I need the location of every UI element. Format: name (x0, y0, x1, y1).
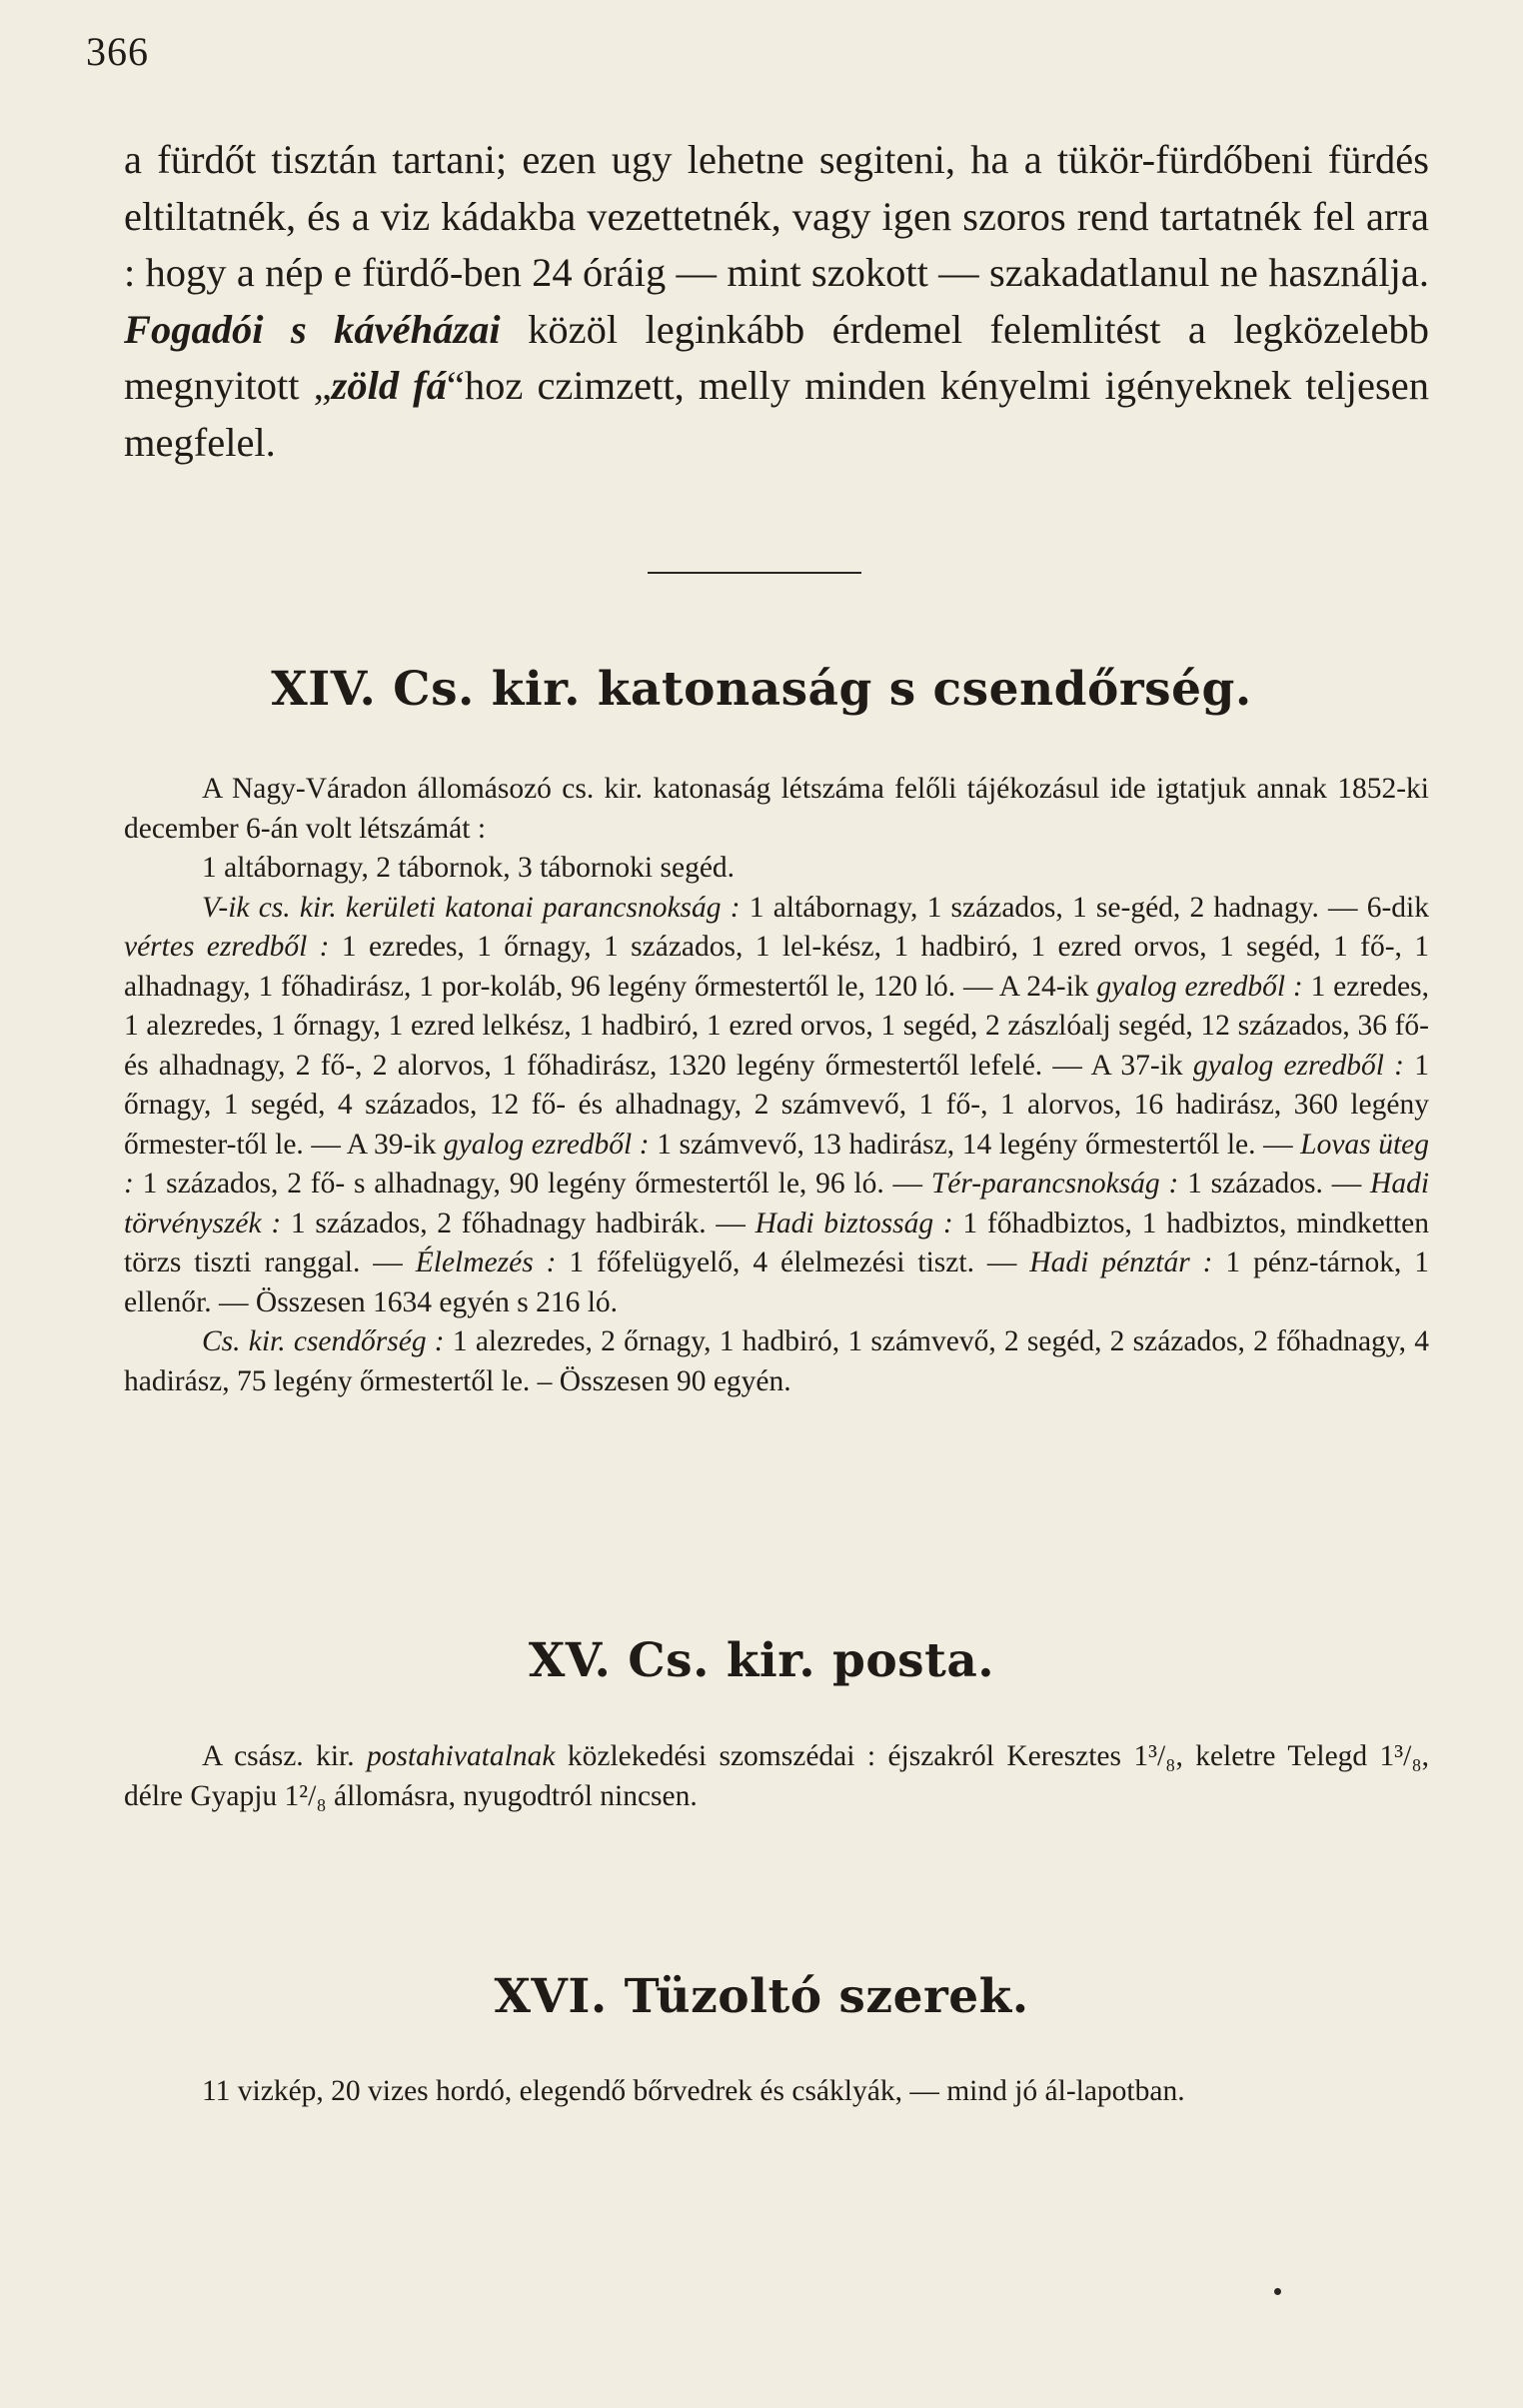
section-heading-xvi: XVI. Tüzoltó szerek. (494, 1969, 1029, 2024)
section-body-xiv (124, 770, 1429, 1401)
italic-run: Hadi biztosság : (755, 1206, 953, 1239)
intro-italic-a: Fogadói s kávéházai (124, 306, 501, 352)
print-dot (1274, 2288, 1281, 2295)
text-run: 1 százados. — (1178, 1168, 1371, 1200)
text-run: 1 ezredes, 1 őrnagy, 1 százados, 1 lel-kész, 1 hadbiró, 1 ezred orvos, 1 segéd, 1 fő-, 1 alhadnagy, 1 főhadirász, 1 por-koláb, 96 legény őrmestertől le, 120 ló. — A 24-ik (124, 931, 1430, 1003)
text-run: 1 pénz-tárnok, 1 ellenőr. — Összesen 1634 egyén s 216 ló. (124, 1246, 1430, 1318)
paragraph (124, 1322, 1429, 1401)
text-run: 1 főhadbiztos, 1 hadbiztos, mindketten törzs tiszti ranggal. — (124, 1206, 1429, 1278)
section-body-xvi (124, 2072, 1429, 2112)
italic-run: Hadi pénztár : (1029, 1246, 1213, 1278)
text-run: A csász. kir. (202, 1740, 367, 1772)
intro-text-c: “hoz czimzett, melly minden kényelmi igényeknek teljesen megfelel. (124, 363, 1429, 465)
italic-run: Lovas üteg : (124, 1128, 1429, 1200)
text-run: 1 főfelügyelő, 4 élelmezési tiszt. — (556, 1246, 1030, 1278)
paragraph (124, 889, 1429, 1323)
text-run: 1 őrnagy, 1 segéd, 4 százados, 12 fő- és alhadnagy, 2 számvevő, 1 fő-, 1 alorvos, 16 hadirász, 360 legény őrmester-től le. — A 39-ik (124, 1049, 1429, 1161)
italic-run: Cs. kir. csendőrség : (202, 1325, 445, 1357)
italic-run: postahivatalnak (367, 1740, 556, 1772)
italic-run: V-ik cs. kir. kerületi katonai parancsnokság : (202, 891, 741, 924)
paragraph: 1 altábornagy, 2 tábornok, 3 tábornoki segéd. (202, 852, 736, 884)
page-number: 366 (86, 29, 149, 74)
italic-run: gyalog ezredből : (1192, 1049, 1405, 1082)
paragraph: A Nagy-Váradon állomásozó cs. kir. katonaság létszáma felőli tájékozásul ide igtatjuk annak 1852-ki december 6-án volt létszámát : (124, 773, 1429, 845)
italic-run: gyalog ezredből : (1096, 970, 1303, 1003)
section-heading-xiv: XIV. Cs. kir. katonaság s csendőrség. (271, 662, 1252, 717)
section-divider (648, 572, 861, 574)
italic-run: Hadi törvényszék : (124, 1168, 1430, 1239)
text-run: 1 ezredes, 1 alezredes, 1 őrnagy, 1 ezred lelkész, 1 hadbiró, 1 ezred orvos, 1 segéd, 2 zászlóalj segéd, 12 százados, 36 fő- és alhadnagy, 2 fő-, 2 alorvos, 1 főhadirász, 1320 legény őrmestertől lefelé. — A 37-ik (124, 970, 1429, 1082)
italic-run: vértes ezredből : (124, 931, 330, 963)
text-run: közlekedési szomszédai : éjszakról Keresztes 1³/₈, keletre Telegd 1³/₈, délre Gyapju 1²/₈ állomásra, nyugodtról nincsen. (124, 1740, 1430, 1812)
text-run: 1 százados, 2 főhadnagy hadbirák. — (281, 1206, 756, 1239)
paragraph: 11 vizkép, 20 vizes hordó, elegendő bőrvedrek és csáklyák, — mind jó ál-lapotban. (202, 2075, 1185, 2107)
section-heading-xv: XV. Cs. kir. posta. (528, 1633, 995, 1688)
text-run: 1 alezredes, 2 őrnagy, 1 hadbiró, 1 számvevő, 2 segéd, 2 százados, 2 főhadnagy, 4 hadirász, 75 legény őrmestertől le. – Összesen 90 egyén. (124, 1325, 1429, 1397)
text-run: 1 százados, 2 fő- s alhadnagy, 90 legény őrmestertől le, 96 ló. — (133, 1168, 931, 1200)
intro-text-b: közöl leginkább érdemel felemlitést a legközelebb megnyitott „ (124, 306, 1429, 408)
paragraph (124, 1737, 1429, 1816)
italic-run: Tér-parancsnokság : (930, 1168, 1179, 1200)
italic-run: gyalog ezredből : (443, 1128, 650, 1161)
text-run: 1 altábornagy, 1 százados, 1 se-géd, 2 hadnagy. — 6-dik (740, 891, 1429, 924)
intro-text-a: a fürdőt tisztán tartani; ezen ugy lehetne segiteni, ha a tükör-fürdőbeni fürdés eltiltatnék, és a viz kádakba vezettetnék, vagy igen szoros rend tartatnék fel arra : hogy a nép e fürdő-ben 24 óráig — mint szokott — szakadatlanul ne használja. (124, 137, 1429, 295)
intro-paragraph (124, 132, 1429, 471)
intro-italic-b: zöld fá (331, 363, 447, 408)
italic-run: Élelmezés : (415, 1246, 557, 1278)
text-run: 1 számvevő, 13 hadirász, 14 legény őrmestertől le. — (649, 1128, 1301, 1161)
section-body-xv (124, 1737, 1429, 1816)
